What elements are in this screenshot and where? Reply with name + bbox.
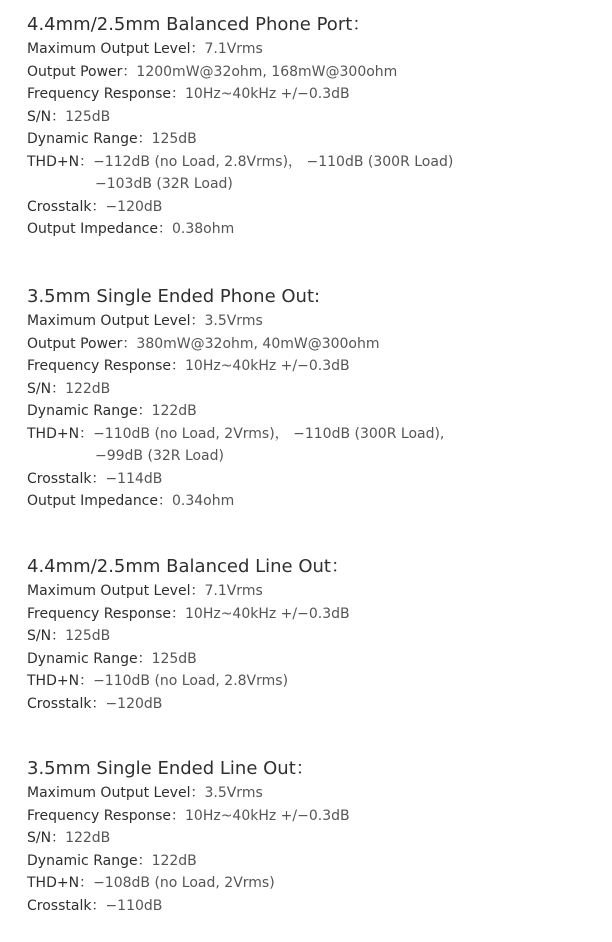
spec-value: −120dB — [105, 695, 163, 712]
spec-key: Dynamic Range： — [27, 131, 152, 147]
spec-row-frequency-response — [27, 355, 607, 378]
spec-section-single-ended-phone-out — [27, 284, 607, 513]
spec-value: 7.1Vrms — [204, 41, 263, 57]
spec-value: 122dB — [151, 403, 197, 419]
spec-key: THD+N： — [27, 875, 94, 891]
spec-value: 122dB — [65, 830, 111, 846]
spec-value: 122dB — [65, 380, 111, 397]
spec-row-crosstalk — [27, 693, 607, 716]
spec-key: Maximum Output Level： — [27, 785, 205, 801]
spec-row-max-output-level — [27, 38, 607, 61]
spec-row-dynamic-range — [27, 648, 607, 671]
spec-row-sn — [27, 625, 607, 648]
spec-key: Maximum Output Level： — [27, 41, 205, 57]
spec-value: −110dB — [105, 897, 163, 914]
spec-row-thdn — [27, 151, 607, 174]
spec-row-output-power — [27, 333, 607, 356]
spec-row-crosstalk — [27, 895, 607, 918]
spec-key: Output Power： — [27, 335, 137, 352]
spec-value: −114dB — [105, 470, 163, 487]
spec-row-thdn — [27, 423, 607, 446]
spec-key: S/N： — [27, 108, 66, 125]
spec-row-output-impedance — [27, 218, 607, 241]
spec-key: S/N： — [27, 830, 66, 846]
spec-value: 125dB — [151, 131, 197, 147]
spec-key: Maximum Output Level： — [27, 313, 205, 329]
spec-value: −103dB (32R Load) — [95, 176, 233, 192]
spec-row-thdn — [27, 872, 607, 895]
spec-value: 1200mW@32ohm, 168mW@300ohm — [136, 63, 398, 80]
spec-value: 125dB — [65, 108, 111, 125]
spec-row-frequency-response — [27, 603, 607, 626]
spec-row-thdn — [27, 670, 607, 693]
spec-key: Maximum Output Level： — [27, 583, 205, 599]
spec-value: 125dB — [151, 650, 197, 667]
spec-value: −110dB (no Load, 2.8Vrms) — [93, 673, 289, 689]
spec-key: Frequency Response： — [27, 86, 186, 102]
spec-section-balanced-phone-port — [27, 12, 607, 241]
spec-key: Frequency Response： — [27, 807, 186, 824]
spec-key: Dynamic Range： — [27, 403, 152, 419]
spec-row-dynamic-range — [27, 400, 607, 423]
spec-value: 0.34ohm — [172, 493, 235, 509]
spec-row-thdn-continued — [27, 445, 607, 468]
spec-value: −112dB (no Load, 2.8Vrms)， −110dB (300R Load) — [93, 153, 454, 170]
spec-section-balanced-line-out — [27, 554, 607, 715]
spec-value: −110dB (no Load, 2Vrms)， −110dB (300R Load), — [93, 425, 445, 442]
spec-value: 122dB — [151, 852, 197, 869]
spec-row-sn — [27, 827, 607, 850]
spec-key: THD+N： — [27, 153, 94, 170]
spec-row-sn — [27, 378, 607, 401]
spec-key: Crosstalk： — [27, 897, 106, 914]
spec-value: −120dB — [105, 198, 163, 215]
spec-key: THD+N： — [27, 425, 94, 442]
spec-row-frequency-response — [27, 83, 607, 106]
section-title: 3.5mm Single Ended Phone Out: — [27, 286, 321, 307]
section-title: 4.4mm/2.5mm Balanced Line Out： — [27, 556, 349, 577]
spec-key: Dynamic Range： — [27, 650, 152, 667]
spec-value: 380mW@32ohm, 40mW@300ohm — [136, 335, 380, 352]
spec-key: Output Impedance： — [27, 221, 172, 237]
spec-key: Crosstalk： — [27, 470, 106, 487]
spec-value: −99dB (32R Load) — [95, 448, 224, 464]
spec-value: 10Hz~40kHz +/−0.3dB — [185, 605, 350, 622]
spec-row-dynamic-range — [27, 128, 607, 151]
spec-key: S/N： — [27, 628, 66, 644]
spec-row-crosstalk — [27, 196, 607, 219]
spec-key: Crosstalk： — [27, 198, 106, 215]
spec-value: 0.38ohm — [172, 221, 235, 237]
spec-key: Dynamic Range： — [27, 852, 152, 869]
spec-key: Output Impedance： — [27, 493, 172, 509]
spec-value: 3.5Vrms — [204, 785, 263, 801]
spec-key: S/N： — [27, 380, 66, 397]
spec-value: 10Hz~40kHz +/−0.3dB — [185, 358, 350, 374]
spec-value: 7.1Vrms — [204, 583, 263, 599]
section-title: 4.4mm/2.5mm Balanced Phone Port： — [27, 14, 371, 35]
section-title: 3.5mm Single Ended Line Out： — [27, 758, 314, 779]
spec-section-single-ended-line-out — [27, 756, 607, 917]
spec-row-crosstalk — [27, 468, 607, 491]
spec-value: −108dB (no Load, 2Vrms) — [93, 875, 275, 891]
spec-row-output-impedance — [27, 490, 607, 513]
spec-value: 10Hz~40kHz +/−0.3dB — [185, 86, 350, 102]
spec-key: THD+N： — [27, 673, 94, 689]
spec-row-max-output-level — [27, 782, 607, 805]
spec-key: Output Power： — [27, 63, 137, 80]
spec-row-dynamic-range — [27, 850, 607, 873]
spec-row-frequency-response — [27, 805, 607, 828]
spec-key: Crosstalk： — [27, 695, 106, 712]
spec-row-sn — [27, 106, 607, 129]
spec-value: 3.5Vrms — [204, 313, 263, 329]
spec-row-max-output-level — [27, 580, 607, 603]
spec-value: 125dB — [65, 628, 111, 644]
spec-row-thdn-continued — [27, 173, 607, 196]
spec-row-output-power — [27, 61, 607, 84]
spec-key: Frequency Response： — [27, 605, 186, 622]
spec-row-max-output-level — [27, 310, 607, 333]
spec-value: 10Hz~40kHz +/−0.3dB — [185, 807, 350, 824]
spec-key: Frequency Response： — [27, 358, 186, 374]
